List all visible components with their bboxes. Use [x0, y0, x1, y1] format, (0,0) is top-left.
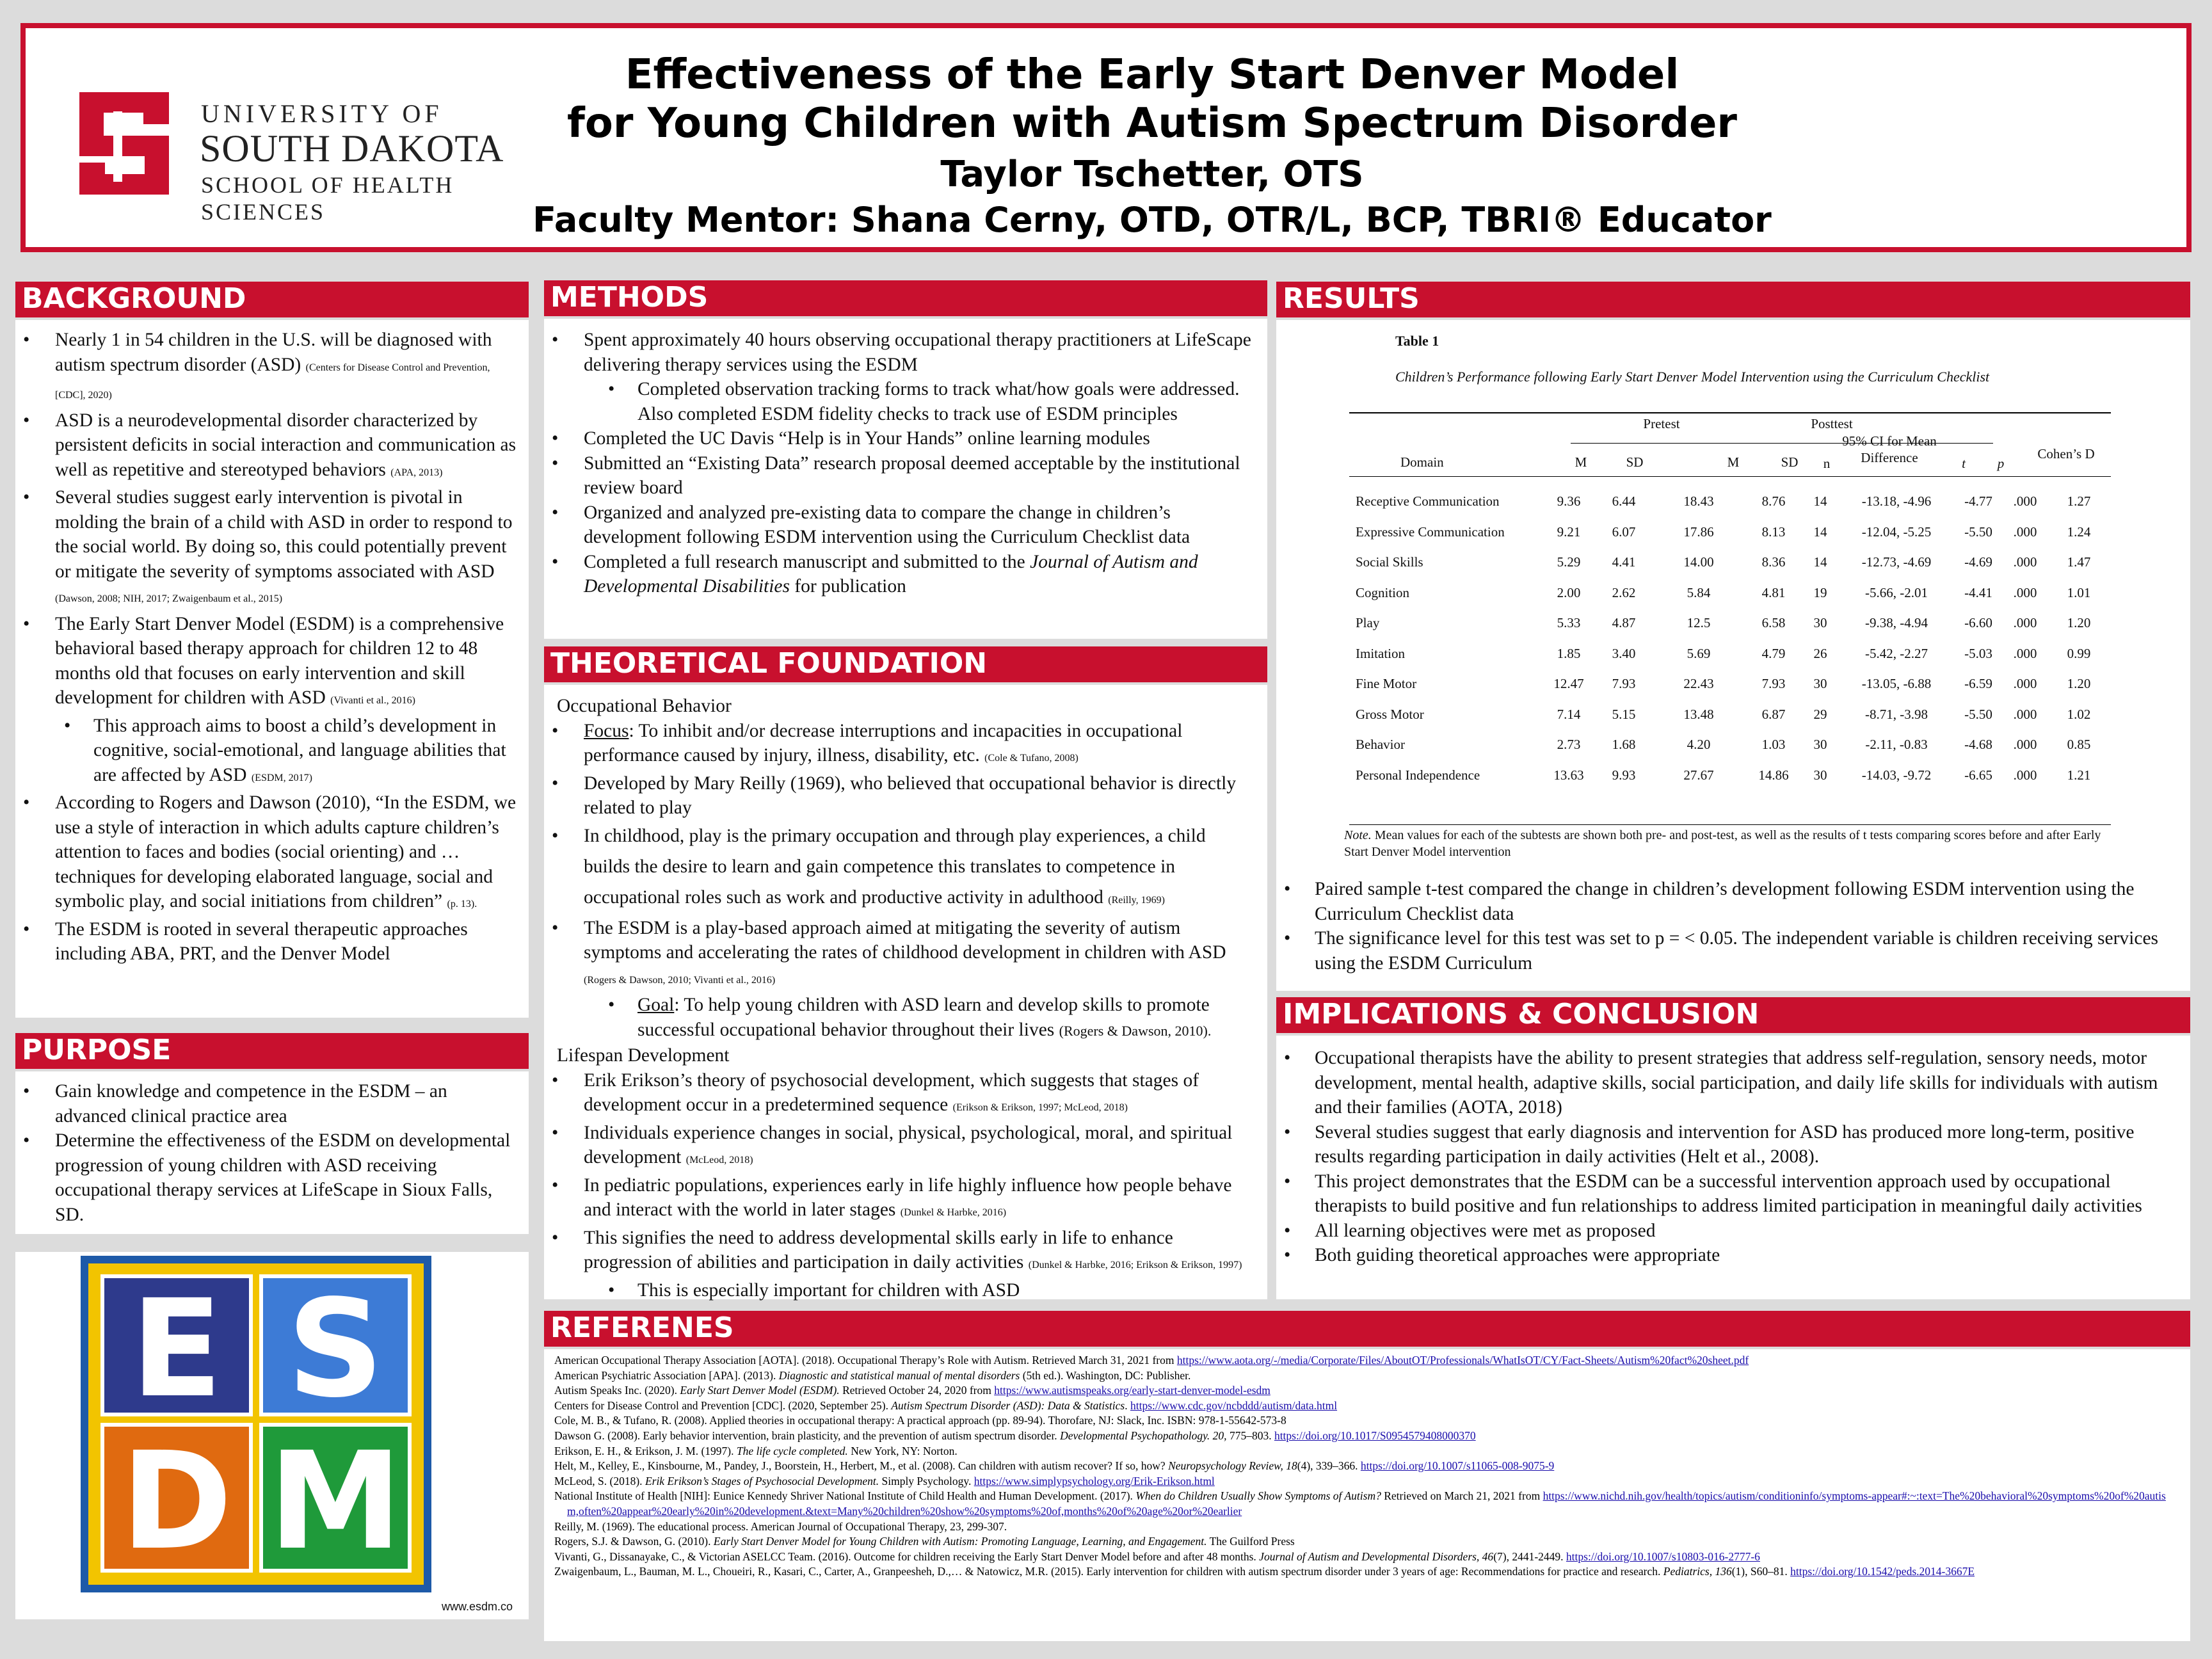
results-heading: RESULTS	[1276, 282, 2190, 317]
table-cell: 4.87	[1612, 615, 1636, 631]
table-cell: 6.87	[1761, 706, 1786, 722]
reference-link[interactable]: https://doi.org/10.1007/s10803-016-2777-6	[1566, 1550, 1760, 1563]
reference-link[interactable]: https://doi.org/10.1007/s11065-008-9075-9	[1360, 1459, 1555, 1473]
references-list	[554, 1353, 2174, 1580]
list-item: • The ESDM is a play-based approach aimed at mitigating the severity of autism symptoms and accelerating the rates of childhood development in children with ASD (Rogers & Dawson, 2010; Vivanti et al., 2016) • Goal: To help young children with ASD learn and develop skills to promote successful occupational behavior throughout their lives (Rogers & Dawson, 2010).	[544, 916, 1254, 1044]
table-cell: 17.86	[1683, 524, 1714, 540]
table-cell: 9.21	[1557, 524, 1581, 540]
table-cell: 2.62	[1612, 584, 1636, 600]
references-heading: REFERENES	[544, 1311, 2190, 1347]
methods-heading: METHODS	[544, 280, 1267, 316]
table-cell-domain: Cognition	[1356, 584, 1410, 600]
table-cell-domain: Play	[1356, 615, 1380, 631]
table-cell: 1.47	[2067, 554, 2091, 570]
reference-link[interactable]: https://doi.org/10.1017/S0954579408000370	[1274, 1429, 1476, 1442]
table-cell: 8.76	[1761, 493, 1786, 509]
pre-m-header: M	[1575, 454, 1587, 470]
table-cell: 1.85	[1557, 645, 1581, 661]
reference-link[interactable]: https://www.nichd.nih.gov/health/topics/autism/conditioninfo/symptoms-appear#:~:text=The%20behavioral%20symptoms%20of%20autism,often%20appear%20early%20in%20development.&text=Many%20children%20show%20symptoms%20of,months%20of%20age%20or%20earlier	[567, 1489, 2166, 1518]
table-cell-domain: Behavior	[1356, 737, 1405, 753]
table-cell: 2.00	[1557, 584, 1581, 600]
table-cell: 5.15	[1612, 706, 1636, 722]
table-cell: -4.69	[1964, 554, 1992, 570]
reference-item: American Occupational Therapy Association [AOTA]. (2018). Occupational Therapy’s Role with Autism. Retrieved March 31, 2021 from https://www.aota.org/-/media/Corporate/Files/AboutOT/Professionals/WhatIsOT/CY/Fact-Sheets/Autism%20fact%20sheet.pdf	[554, 1354, 1749, 1366]
table-cell: 5.84	[1687, 584, 1711, 600]
table-cell: 30	[1813, 615, 1827, 631]
table-cell: .000	[2013, 554, 2037, 570]
reference-link[interactable]: https://www.aota.org/-/media/Corporate/Files/AboutOT/Professionals/WhatIsOT/CY/Fact-Sheets/Autism%20fact%20sheet.pdf	[1176, 1354, 1749, 1366]
results-list	[1276, 877, 2179, 975]
lifespan-development-heading: Lifespan Development	[557, 1045, 730, 1066]
table-cell: .000	[2013, 524, 2037, 540]
table-title: Children’s Performance following Early Start Denver Model Intervention using the Curriculum Checklist	[1395, 369, 1990, 385]
results-panel	[1276, 320, 2190, 991]
table-cell: -13.18, -4.96	[1861, 493, 1932, 509]
table-cell: 8.36	[1761, 554, 1786, 570]
table-cell: -6.65	[1964, 767, 1992, 783]
list-item: • Erik Erikson’s theory of psychosocial development, which suggests that stages of development occur in a predetermined sequence (Erikson & Erikson, 1997; McLeod, 2018)	[544, 1068, 1254, 1121]
implications-heading: IMPLICATIONS & CONCLUSION	[1276, 997, 2190, 1033]
table-cell: 1.24	[2067, 524, 2091, 540]
table-top-rule	[1349, 412, 2111, 413]
theory-heading: THEORETICAL FOUNDATION	[544, 646, 1267, 682]
table-cell: 18.43	[1683, 493, 1714, 509]
table-label: Table 1	[1395, 333, 1439, 349]
post-m-header: M	[1727, 454, 1740, 470]
reference-item: Zwaigenbaum, L., Bauman, M. L., Choueiri, R., Kasari, C., Carter, A., Granpeesheh, D.,… & Natowicz, M.R. (2015). Early intervention for children with autism spectrum disorder under 3 years of age: Recommendations for practice and research. Pediatrics, 136(1), S60–81. https://doi.org/10.1542/peds.2014-3667E	[554, 1565, 1975, 1578]
table-cell: 6.07	[1612, 524, 1636, 540]
table-row	[1356, 760, 2111, 791]
esdm-letter-d: D	[120, 1423, 233, 1580]
theory-panel	[544, 685, 1267, 1299]
table-cell: 1.68	[1612, 737, 1636, 753]
methods-panel	[544, 319, 1267, 639]
list-item: • Developed by Mary Reilly (1969), who believed that occupational behavior is directly related to play	[544, 771, 1254, 821]
table-cell: 5.29	[1557, 554, 1581, 570]
reference-item: Cole, M. B., & Tufano, R. (2008). Applied theories in occupational therapy: A practical approach (pp. 89-94). Thorofare, NJ: Slack, Inc. ISBN: 978-1-55642-573-8	[554, 1414, 1286, 1427]
background-heading: BACKGROUND	[15, 282, 529, 317]
table-cell: .000	[2013, 645, 2037, 661]
table-cell-domain: Expressive Communication	[1356, 524, 1505, 540]
post-sd-header: SD	[1781, 454, 1799, 470]
table-cell: 13.48	[1683, 706, 1714, 722]
table-cell-domain: Fine Motor	[1356, 676, 1417, 692]
table-cell: .000	[2013, 737, 2037, 753]
results-table	[1356, 486, 2111, 790]
table-row	[1356, 669, 2111, 700]
author: Taylor Tschetter, OTS	[940, 154, 1364, 195]
university-line2: SOUTH DAKOTA	[200, 127, 504, 170]
table-cell: 0.99	[2067, 645, 2091, 661]
table-cell: 4.41	[1612, 554, 1636, 570]
table-cell: 1.20	[2067, 615, 2091, 631]
table-cell: 14	[1813, 554, 1827, 570]
table-cell: 0.85	[2067, 737, 2091, 753]
list-item: • Focus: To inhibit and/or decrease interruptions and incapacities in occupational performance caused by injury, illness, disability, etc. (Cole & Tufano, 2008)	[544, 719, 1254, 771]
table-cell: 9.93	[1612, 767, 1636, 783]
table-cell-domain: Imitation	[1356, 645, 1405, 661]
reference-item: Helt, M., Kelley, E., Kinsbourne, M., Pandey, J., Boorstein, H., Herbert, M., et al. (2008). Can children with autism recover? If so, how? Neuropsychology Review, 18(4), 339–366. https://doi.org/10.1007/s11065-008-9075-9	[554, 1459, 1555, 1473]
esdm-letter-e: E	[131, 1270, 223, 1427]
table-cell: 2.73	[1557, 737, 1581, 753]
theory-content	[544, 694, 1254, 1302]
list-item: • This project demonstrates that the ESDM can be a successful intervention approach used by occupational therapists to build positive and fun relationships to address limited participation in meaningful daily activities	[1276, 1169, 2179, 1219]
list-item: • Both guiding theoretical approaches were appropriate	[1276, 1243, 2179, 1268]
list-item: • According to Rogers and Dawson (2010), “In the ESDM, we use a style of interaction in which adults capture children’s attention to faces and bodies (social orienting) and …techniques for developing elaborated language, social and symbolic play, and social initiations from children” (p. 13).	[15, 790, 521, 917]
background-panel	[15, 320, 529, 1018]
table-cell: 26	[1813, 645, 1827, 661]
table-cell: 6.58	[1761, 615, 1786, 631]
table-cell: 19	[1813, 584, 1827, 600]
esdm-url: www.esdm.co	[442, 1600, 513, 1613]
table-cell: 12.47	[1553, 676, 1584, 692]
table-cell-domain: Receptive Communication	[1356, 493, 1500, 509]
table-row	[1356, 486, 2111, 517]
table-cell: .000	[2013, 676, 2037, 692]
list-item: • Individuals experience changes in social, physical, psychological, moral, and spiritual development (McLeod, 2018)	[544, 1121, 1254, 1173]
table-cell: -6.59	[1964, 676, 1992, 692]
p-header: p	[1997, 456, 2005, 471]
list-item: • Determine the effectiveness of the ESDM on developmental progression of young children with ASD receiving occupational therapy services at LifeScape in Sioux Falls, SD.	[15, 1128, 521, 1227]
lifespan-development-list	[544, 1068, 1254, 1303]
list-item: • All learning objectives were met as proposed	[1276, 1219, 2179, 1244]
table-cell: 13.63	[1553, 767, 1584, 783]
list-item: • Completed the UC Davis “Help is in Your Hands” online learning modules	[544, 426, 1254, 451]
reference-item: American Psychiatric Association [APA]. (2013). Diagnostic and statistical manual of mental disorders (5th ed.). Washington, DC: Publisher.	[554, 1368, 1191, 1382]
university-line3: SCHOOL OF HEALTH SCIENCES	[201, 172, 454, 225]
reference-link[interactable]: https://doi.org/10.1542/peds.2014-3667E	[1790, 1565, 1975, 1578]
cohens-d-header: Cohen’s D	[2037, 446, 2095, 461]
table-cell: 8.13	[1761, 524, 1786, 540]
title-line1: Effectiveness of the Early Start Denver Model	[625, 51, 1679, 99]
reference-item: Rogers, S.J. & Dawson, G. (2010). Early Start Denver Model for Young Children with Autism: Promoting Language, Learning, and Engagement. The Guilford Press	[554, 1535, 1295, 1548]
table-cell: .000	[2013, 584, 2037, 600]
sub-list-item: • This is especially important for children with ASD	[599, 1278, 1254, 1303]
reference-link[interactable]: https://www.cdc.gov/ncbddd/autism/data.html	[1130, 1399, 1338, 1412]
table-cell: -4.41	[1964, 584, 1992, 600]
reference-item: National Institute of Health [NIH]: Eunice Kennedy Shriver National Institute of Child Health and Human Development. (2017). When do Children Usually Show Symptoms of Autism? Retrieved on March 21, 2021 from https://www.nichd.nih.gov/health/topics/autism/conditioninfo/symptoms-appear#:~:text=The%20behavioral%20symptoms%20of%20autism,often%20appear%20early%20in%20development.&text=Many%20children%20show%20symptoms%20of,months%20of%20age%20or%20earlier	[554, 1489, 2166, 1518]
purpose-heading: PURPOSE	[15, 1033, 529, 1069]
reference-item: Erikson, E. H., & Erikson, J. M. (1997). The life cycle completed. New York, NY: Norton.	[554, 1444, 958, 1457]
reference-item: Vivanti, G., Dissanayake, C., & Victorian ASELCC Team. (2016). Outcome for children receiving the Early Start Denver Model before and after 48 months. Journal of Autism and Developmental Disorders, 46(7), 2441-2449. https://doi.org/10.1007/s10803-016-2777-6	[554, 1550, 1760, 1563]
list-item: • Paired sample t-test compared the change in children’s development following ESDM intervention using the Curriculum Checklist data	[1276, 877, 2179, 926]
table-cell: 6.44	[1612, 493, 1636, 509]
reference-link[interactable]: https://www.autismspeaks.org/early-start-denver-model-esdm	[994, 1384, 1270, 1397]
table-cell-domain: Social Skills	[1356, 554, 1423, 570]
table-cell: -5.50	[1964, 706, 1992, 722]
table-cell: 22.43	[1683, 676, 1714, 692]
table-row	[1356, 639, 2111, 669]
table-cell: 4.81	[1761, 584, 1786, 600]
table-cell: 3.40	[1612, 645, 1636, 661]
reference-item: Centers for Disease Control and Prevention [CDC]. (2020, September 25). Autism Spectrum Disorder (ASD): Data & Statistics. https://www.cdc.gov/ncbddd/autism/data.html	[554, 1399, 1338, 1412]
list-item: • ASD is a neurodevelopmental disorder characterized by persistent deficits in social interaction and communication as well as repetitive and stereotyped behaviors (APA, 2013)	[15, 408, 521, 486]
esdm-letter-m: M	[268, 1423, 403, 1580]
domain-header: Domain	[1400, 454, 1444, 470]
table-cell: -12.73, -4.69	[1861, 554, 1932, 570]
table-cell: 5.69	[1687, 645, 1711, 661]
table-cell: .000	[2013, 706, 2037, 722]
title-line2: for Young Children with Autism Spectrum Disorder	[567, 100, 1737, 147]
table-cell: -9.38, -4.94	[1865, 615, 1928, 631]
implications-list	[1276, 1046, 2179, 1268]
usd-monogram-icon	[73, 86, 182, 201]
table-cell: 14.00	[1683, 554, 1714, 570]
table-cell: 5.33	[1557, 615, 1581, 631]
sub-list-item: • Goal: To help young children with ASD learn and develop skills to promote successful occupational behavior throughout their lives (Rogers & Dawson, 2010).	[599, 993, 1254, 1043]
table-cell: 1.27	[2067, 493, 2091, 509]
posttest-header: Posttest	[1811, 416, 1853, 431]
list-item: • This signifies the need to address developmental skills early in life to enhance progression of abilities and participation in daily activities (Dunkel & Harbke, 2016; Erikson & Erikson, 1997) • This is especially important for children with ASD	[544, 1226, 1254, 1303]
list-item: • Spent approximately 40 hours observing occupational therapy practitioners at LifeScape delivering therapy services using the ESDM • Completed observation tracking forms to track what/how goals were addressed. Also completed ESDM fidelity checks to track use of ESDM principles	[544, 328, 1254, 426]
table-cell: 30	[1813, 737, 1827, 753]
table-cell: 12.5	[1687, 615, 1711, 631]
esdm-letter-s: S	[287, 1270, 384, 1427]
occupational-behavior-heading: Occupational Behavior	[557, 696, 732, 716]
table-row	[1356, 517, 2111, 548]
list-item: • In childhood, play is the primary occupation and through play experiences, a child builds the desire to learn and gain competence this translates to competence in occupational roles such as work and productive activity in adulthood (Reilly, 1969)	[544, 821, 1254, 916]
methods-list	[544, 328, 1254, 599]
table-bottom-rule	[1349, 824, 2111, 825]
table-cell: 27.67	[1683, 767, 1714, 783]
table-cell: 7.93	[1612, 676, 1636, 692]
sub-list-item: • Completed observation tracking forms to track what/how goals were addressed. Also completed ESDM fidelity checks to track use of ESDM principles	[599, 377, 1254, 426]
table-row	[1356, 700, 2111, 730]
table-cell: 30	[1813, 767, 1827, 783]
table-cell: -2.11, -0.83	[1865, 737, 1928, 753]
table-cell: .000	[2013, 767, 2037, 783]
table-cell: -4.77	[1964, 493, 1992, 509]
table-note: Note. Mean values for each of the subtests are shown both pre- and post-test, as well as the results of t tests comparing scores before and after Early Start Denver Model intervention	[1344, 828, 2101, 859]
table-cell: 30	[1813, 676, 1827, 692]
list-item: • The significance level for this test was set to p = < 0.05. The independent variable is children receiving services using the ESDM Curriculum	[1276, 926, 2179, 975]
list-item: • Several studies suggest that early diagnosis and intervention for ASD has produced more long-term, positive results regarding participation in daily activities (Helt et al., 2008).	[1276, 1120, 2179, 1169]
purpose-list	[15, 1079, 521, 1227]
faculty-mentor: Faculty Mentor: Shana Cerny, OTD, OTR/L, BCP, TBRI® Educator	[533, 200, 1772, 240]
table-cell-domain: Gross Motor	[1356, 706, 1424, 722]
list-item: • Several studies suggest early intervention is pivotal in molding the brain of a child with ASD in order to respond to the social world. By doing so, this could potentially prevent or mitigate the severity of symptoms associated with ASD (Dawson, 2008; NIH, 2017; Zwaigenbaum et al., 2015)	[15, 485, 521, 612]
table-cell: 14.86	[1758, 767, 1789, 783]
table-row	[1356, 578, 2111, 609]
university-line1: UNIVERSITY OF	[201, 99, 443, 128]
reference-item: McLeod, S. (2018). Erik Erikson’s Stages of Psychosocial Development. Simply Psychology. https://www.simplypsychology.org/Erik-Erikson.html	[554, 1474, 1215, 1487]
table-row	[1356, 608, 2111, 639]
table-cell: 14	[1813, 493, 1827, 509]
reference-item: Reilly, M. (1969). The educational process. American Journal of Occupational Therapy, 23, 299-307.	[554, 1519, 1007, 1533]
table-cell: -13.05, -6.88	[1861, 676, 1932, 692]
table-cell: 29	[1813, 706, 1827, 722]
table-cell: 7.93	[1761, 676, 1786, 692]
table-cell-domain: Personal Independence	[1356, 767, 1480, 783]
table-column-rule	[1349, 476, 2111, 477]
purpose-panel	[15, 1071, 529, 1234]
table-cell: -5.42, -2.27	[1865, 645, 1928, 661]
table-cell: 1.20	[2067, 676, 2091, 692]
t-header: t	[1962, 456, 1966, 471]
sub-list-item: • This approach aims to boost a child’s development in cognitive, social-emotional, and language abilities that are affected by ASD (ESDM, 2017)	[55, 714, 521, 791]
table-cell: 9.36	[1557, 493, 1581, 509]
table-cell: -12.04, -5.25	[1861, 524, 1932, 540]
reference-item: Dawson G. (2008). Early behavior intervention, brain plasticity, and the prevention of autism spectrum disorder. Developmental Psychopathology. 20, 775–803. https://doi.org/10.1017/S0954579408000370	[554, 1429, 1476, 1442]
table-cell: -5.66, -2.01	[1865, 584, 1928, 600]
table-cell: -14.03, -9.72	[1861, 767, 1932, 783]
pre-sd-header: SD	[1626, 454, 1644, 470]
table-cell: 1.01	[2067, 584, 2091, 600]
occupational-behavior-list	[544, 719, 1254, 1044]
esdm-logo	[81, 1256, 431, 1592]
implications-panel	[1276, 1036, 2190, 1299]
table-cell: 1.21	[2067, 767, 2091, 783]
table-cell: -4.68	[1964, 737, 1992, 753]
background-list	[15, 328, 521, 966]
table-cell: -5.03	[1964, 645, 1992, 661]
table-cell: 4.20	[1687, 737, 1711, 753]
list-item: • Submitted an “Existing Data” research proposal deemed acceptable by the institutional review board	[544, 451, 1254, 501]
table-row	[1356, 730, 2111, 760]
list-item: • In pediatric populations, experiences early in life highly influence how people behave and interact with the world in later stages (Dunkel & Harbke, 2016)	[544, 1173, 1254, 1226]
list-item: • Nearly 1 in 54 children in the U.S. will be diagnosed with autism spectrum disorder (ASD) (Centers for Disease Control and Prevention, [CDC], 2020)	[15, 328, 521, 408]
table-cell: 1.03	[1761, 737, 1786, 753]
table-cell: .000	[2013, 615, 2037, 631]
pretest-header: Pretest	[1643, 416, 1680, 431]
table-row	[1356, 547, 2111, 578]
table-cell: 7.14	[1557, 706, 1581, 722]
reference-link[interactable]: https://www.simplypsychology.org/Erik-Erikson.html	[974, 1474, 1215, 1487]
list-item: • Occupational therapists have the ability to present strategies that address self-regulation, sensory needs, motor development, mental health, adaptive skills, social participation, and daily life skills for individuals with autism and their families (AOTA, 2018)	[1276, 1046, 2179, 1120]
ci-header: 95% CI for Mean Difference	[1842, 433, 1937, 465]
table-cell: -5.50	[1964, 524, 1992, 540]
table-cell: 14	[1813, 524, 1827, 540]
list-item: • Organized and analyzed pre-existing data to compare the change in children’s development following ESDM intervention using the Curriculum Checklist data	[544, 501, 1254, 550]
list-item: • The ESDM is rooted in several therapeutic approaches including ABA, PRT, and the Denver Model	[15, 917, 521, 966]
table-cell: .000	[2013, 493, 2037, 509]
reference-item: Autism Speaks Inc. (2020). Early Start Denver Model (ESDM). Retrieved October 24, 2020 from https://www.autismspeaks.org/early-start-denver-model-esdm	[554, 1384, 1270, 1397]
table-cell: -6.60	[1964, 615, 1992, 631]
table-cell: 1.02	[2067, 706, 2091, 722]
list-item: • The Early Start Denver Model (ESDM) is a comprehensive behavioral based therapy approach for children 12 to 48 months old that focuses on early intervention and skill development for children with ASD (Vivanti et al., 2016) • This approach aims to boost a child’s development in cognitive, social-emotional, and language abilities that are affected by ASD (ESDM, 2017)	[15, 612, 521, 791]
list-item: • Gain knowledge and competence in the ESDM – an advanced clinical practice area	[15, 1079, 521, 1128]
list-item: • Completed a full research manuscript and submitted to the Journal of Autism and Developmental Disabilities for publication	[544, 550, 1254, 599]
n-header: n	[1823, 456, 1831, 471]
table-cell: 4.79	[1761, 645, 1786, 661]
table-cell: -8.71, -3.98	[1865, 706, 1928, 722]
poster-header	[20, 23, 2192, 252]
